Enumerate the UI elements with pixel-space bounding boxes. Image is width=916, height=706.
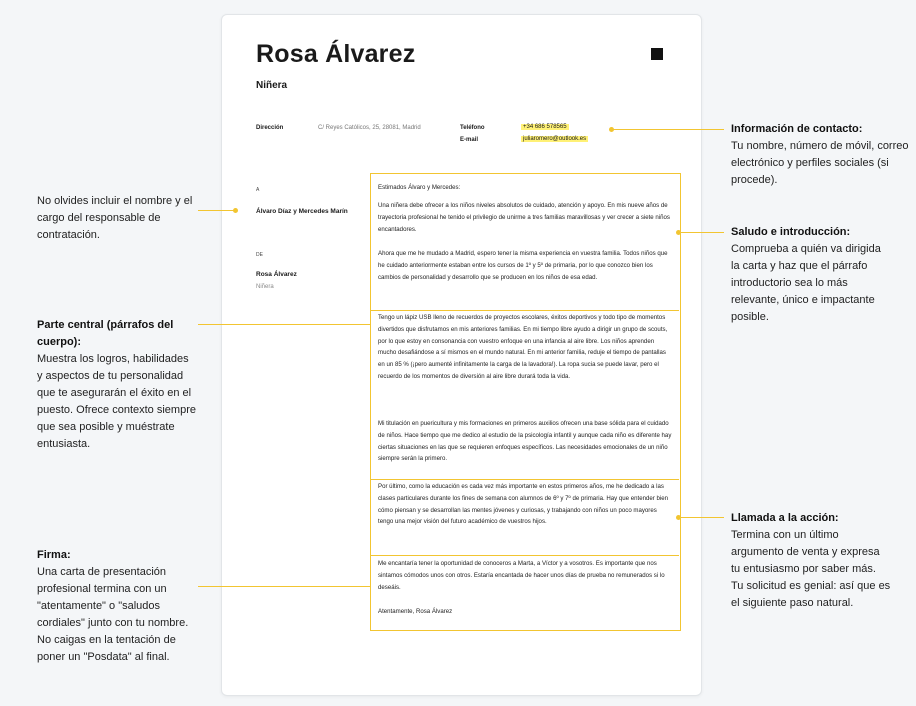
letter-paragraph-body-1: Tengo un lápiz USB lleno de recuerdos de proyectos escolares, éxitos deportivos y todo tipo de momentos divertidos que disfrutamos en mis anteriores familias. En mi tiempo libre ayudo a dirigir un grupo de scouts, por lo que estoy en consonancia con vuestro enfoque en una infancia al aire libre. Los niños aprenden mucho desafiándose a sí mismos en el mundo natural. En mi anterior familia, reduje el tiempo de pantallas en un 85 % (¡pero aumenté infinitamente la carga de la lavadora!). La ropa sucia se puede lavar, pero el recuerdo de los momentos de diversión al aire libre durará toda la vida. bbox=[378, 314, 668, 380]
letter-paragraph-intro-1: Una niñera debe ofrecer a los niños niveles absolutos de cuidado, atención y apoyo. En mis nueve años de trayectoria profesional he tenido el privilegio de unirme a tres familias maravillosas y ver crecer a siete niños encantadores. bbox=[378, 202, 670, 233]
section-divider bbox=[370, 310, 679, 311]
annotation-signature-text: Una carta de presentación profesional termina con un "atentamente" o "saludos cordiales" junto con tu nombre. No caigas en la tentación de poner un "Posdata" al final. bbox=[37, 566, 189, 663]
annotation-call-to-action bbox=[731, 510, 891, 612]
sender-name: Rosa Álvarez bbox=[256, 271, 297, 278]
annotation-contact bbox=[731, 121, 911, 189]
connector-dot bbox=[233, 208, 238, 213]
sender-label: DE bbox=[256, 252, 263, 258]
annotation-recipient: No olvides incluir el nombre y el cargo del responsable de contratación. bbox=[37, 195, 193, 241]
letter-greeting: Estimados Álvaro y Mercedes: bbox=[378, 184, 461, 191]
annotation-greeting-title: Saludo e introducción: bbox=[731, 226, 851, 238]
phone-value: +34 686 578565 bbox=[523, 124, 567, 130]
connector-line bbox=[679, 517, 724, 518]
address-value: C/ Reyes Católicos, 25, 28081, Madrid bbox=[318, 125, 421, 131]
annotation-contact-title: Información de contacto: bbox=[731, 123, 863, 135]
letter-paragraph-body-3: Por último, como la educación es cada vez más importante en estos primeros años, me he dedicado a las clases particulares durante los fines de semana con alumnos de 6º y 7º de primaria. Hay que entender bien cómo piensan y se desarrollan las mentes jóvenes y curiosas, y trabajando con niños un poco mayores tengo una mejor visión del futuro académico de vuestros hijos. bbox=[378, 483, 669, 526]
phone-label: Teléfono bbox=[460, 125, 485, 131]
letter-paragraph-intro-2: Ahora que me he mudado a Madrid, espero tener la misma experiencia en vuestra familia. Todos niños que he cuidado anteriormente estaban entre los cursos de 1º y 5º de primaria, por lo que conozco bien los cambios de personalidad y desarrollo que se producen en los niños de esa edad. bbox=[378, 250, 668, 281]
annotation-signature-title: Firma: bbox=[37, 549, 71, 561]
connector-line bbox=[198, 586, 370, 587]
applicant-name: Rosa Álvarez bbox=[256, 40, 416, 68]
annotation-body-title: Parte central (párrafos del cuerpo): bbox=[37, 319, 174, 348]
email-label: E-mail bbox=[460, 137, 479, 143]
connector-line bbox=[679, 232, 724, 233]
connector-line bbox=[612, 129, 724, 130]
annotation-cta-title: Llamada a la acción: bbox=[731, 512, 839, 524]
logo-square-icon bbox=[651, 48, 663, 60]
annotation-greeting bbox=[731, 224, 891, 326]
section-divider bbox=[370, 479, 679, 480]
annotation-contact-text: Tu nombre, número de móvil, correo electrónico y perfiles sociales (si procede). bbox=[731, 140, 909, 186]
letter-paragraph-body-2: Mi titulación en puericultura y mis formaciones en primeros auxilios ofrecen una base sólida para el cuidado de niños. Hace tiempo que me dedico al estudio de la psicología infantil y aunque cada niño es diferente hay ciertas situaciones en las que se requieren enfoques específicos. Las necesidades emocionales de un niño siempre serán la primero. bbox=[378, 420, 672, 463]
applicant-role: Niñera bbox=[256, 80, 288, 91]
annotation-signature bbox=[37, 547, 197, 666]
connector-line bbox=[198, 210, 234, 211]
section-divider bbox=[370, 555, 679, 556]
recipient-name: Álvaro Díaz y Mercedes Marín bbox=[256, 208, 348, 215]
email-value: juliaromero@outlook.es bbox=[523, 136, 587, 142]
annotation-body-text: Muestra los logros, habilidades y aspectos de tu personalidad que te asegurarán el éxito en el puesto. Ofrece contexto siempre que sea posible y muéstrate entusiasta. bbox=[37, 353, 196, 450]
recipient-label: A bbox=[256, 187, 260, 193]
annotation-cta-text: Termina con un último argumento de venta y expresa tu entusiasmo por saber más. Tu solicitud es genial: así que es el siguiente paso natural. bbox=[731, 529, 891, 609]
address-label: Dirección bbox=[256, 125, 284, 131]
annotation-greeting-text: Comprueba a quién va dirigida la carta y haz que el párrafo introductorio sea lo más relevante, único e impactante posible. bbox=[731, 243, 881, 323]
letter-paragraph-cta: Me encantaría tener la oportunidad de conoceros a Marta, a Víctor y a vosotros. Es importante que nos sintamos cómodos unos con otros. Estaría encantada de hacer unos días de prueba no remunerados si lo deseáis. bbox=[378, 560, 665, 591]
letter-closing: Atentamente, Rosa Álvarez bbox=[378, 608, 453, 615]
sender-role: Niñera bbox=[256, 284, 274, 290]
annotation-body bbox=[37, 317, 197, 453]
connector-line bbox=[198, 324, 370, 325]
